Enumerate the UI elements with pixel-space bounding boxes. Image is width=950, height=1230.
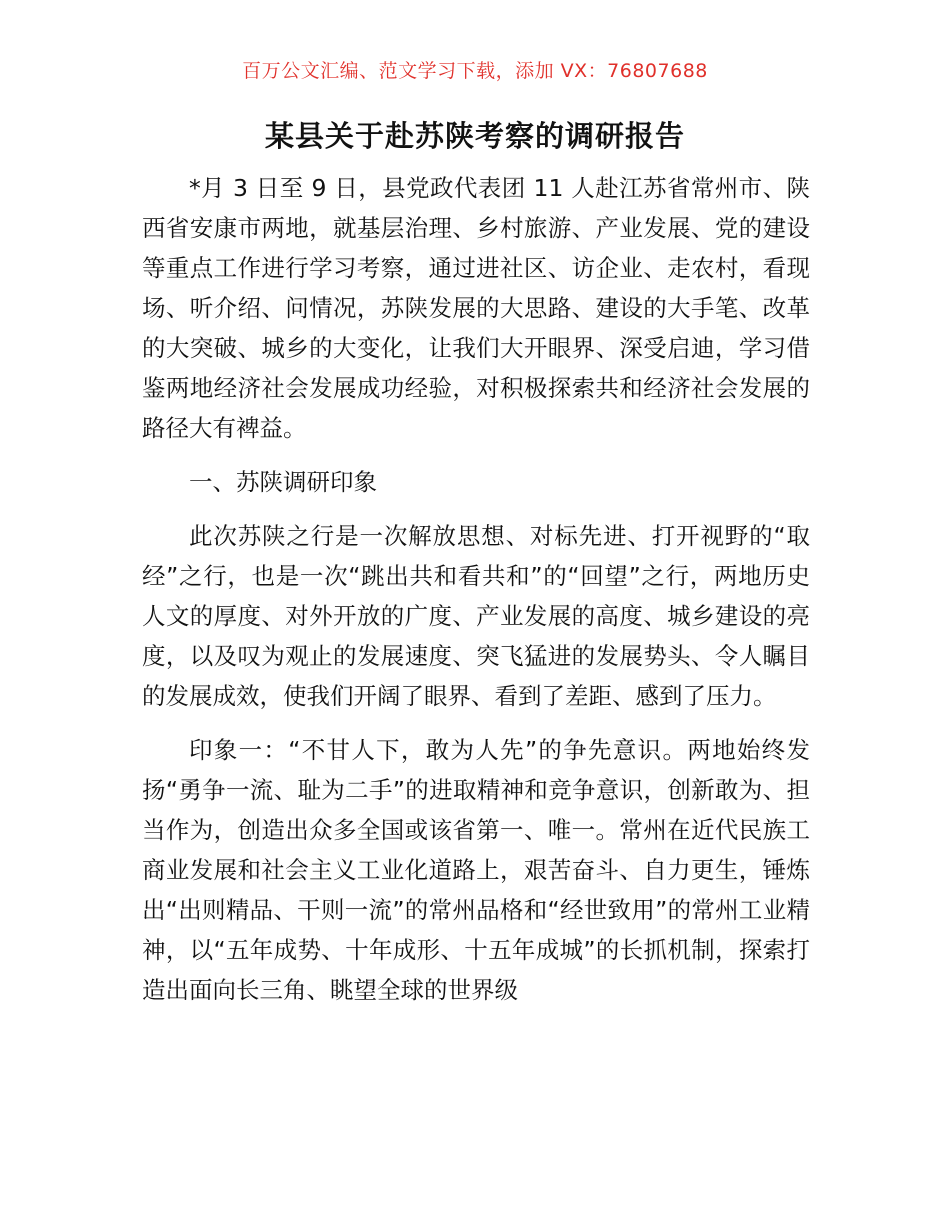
document-body	[142, 168, 810, 1010]
paragraph-impression-one: 印象一：“不甘人下，敢为人先”的争先意识。两地始终发扬“勇争一流、耻为二手”的进取精神和竞争意识，创新敢为、担当作为，创造出众多全国或该省第一、唯一。常州在近代民族工商业发展和社会主义工业化道路上，艰苦奋斗、自力更生，锤炼出“出则精品、干则一流”的常州品格和“经世致用”的常州工业精神，以“五年成势、十年成形、十五年成城”的长抓机制，探索打造出面向长三角、眺望全球的世界级	[142, 736, 810, 1004]
watermark-banner: 百万公文汇编、范文学习下载，添加 VX：76807688	[242, 60, 708, 82]
paragraph-overview: 此次苏陕之行是一次解放思想、对标先进、打开视野的“取经”之行，也是一次“跳出共和看共和”的“回望”之行，两地历史人文的厚度、对外开放的广度、产业发展的高度、城乡建设的亮度，以及叹为观止的发展速度、突飞猛进的发展势头、令人瞩目的发展成效，使我们开阔了眼界、看到了差距、感到了压力。	[142, 522, 810, 710]
document-title: 某县关于赴苏陕考察的调研报告	[264, 119, 685, 153]
section-heading: 一、苏陕调研印象	[189, 468, 377, 496]
paragraph-intro: *月 3 日至 9 日，县党政代表团 11 人赴江苏省常州市、陕西省安康市两地，就基层治理、乡村旅游、产业发展、党的建设等重点工作进行学习考察，通过进社区、访企业、走农村，看现场、听介绍、问情况，苏陕发展的大思路、建设的大手笔、改革的大突破、城乡的大变化，让我们大开眼界、深受启迪，学习借鉴两地经济社会发展成功经验，对积极探索共和经济社会发展的路径大有裨益。	[142, 174, 810, 442]
